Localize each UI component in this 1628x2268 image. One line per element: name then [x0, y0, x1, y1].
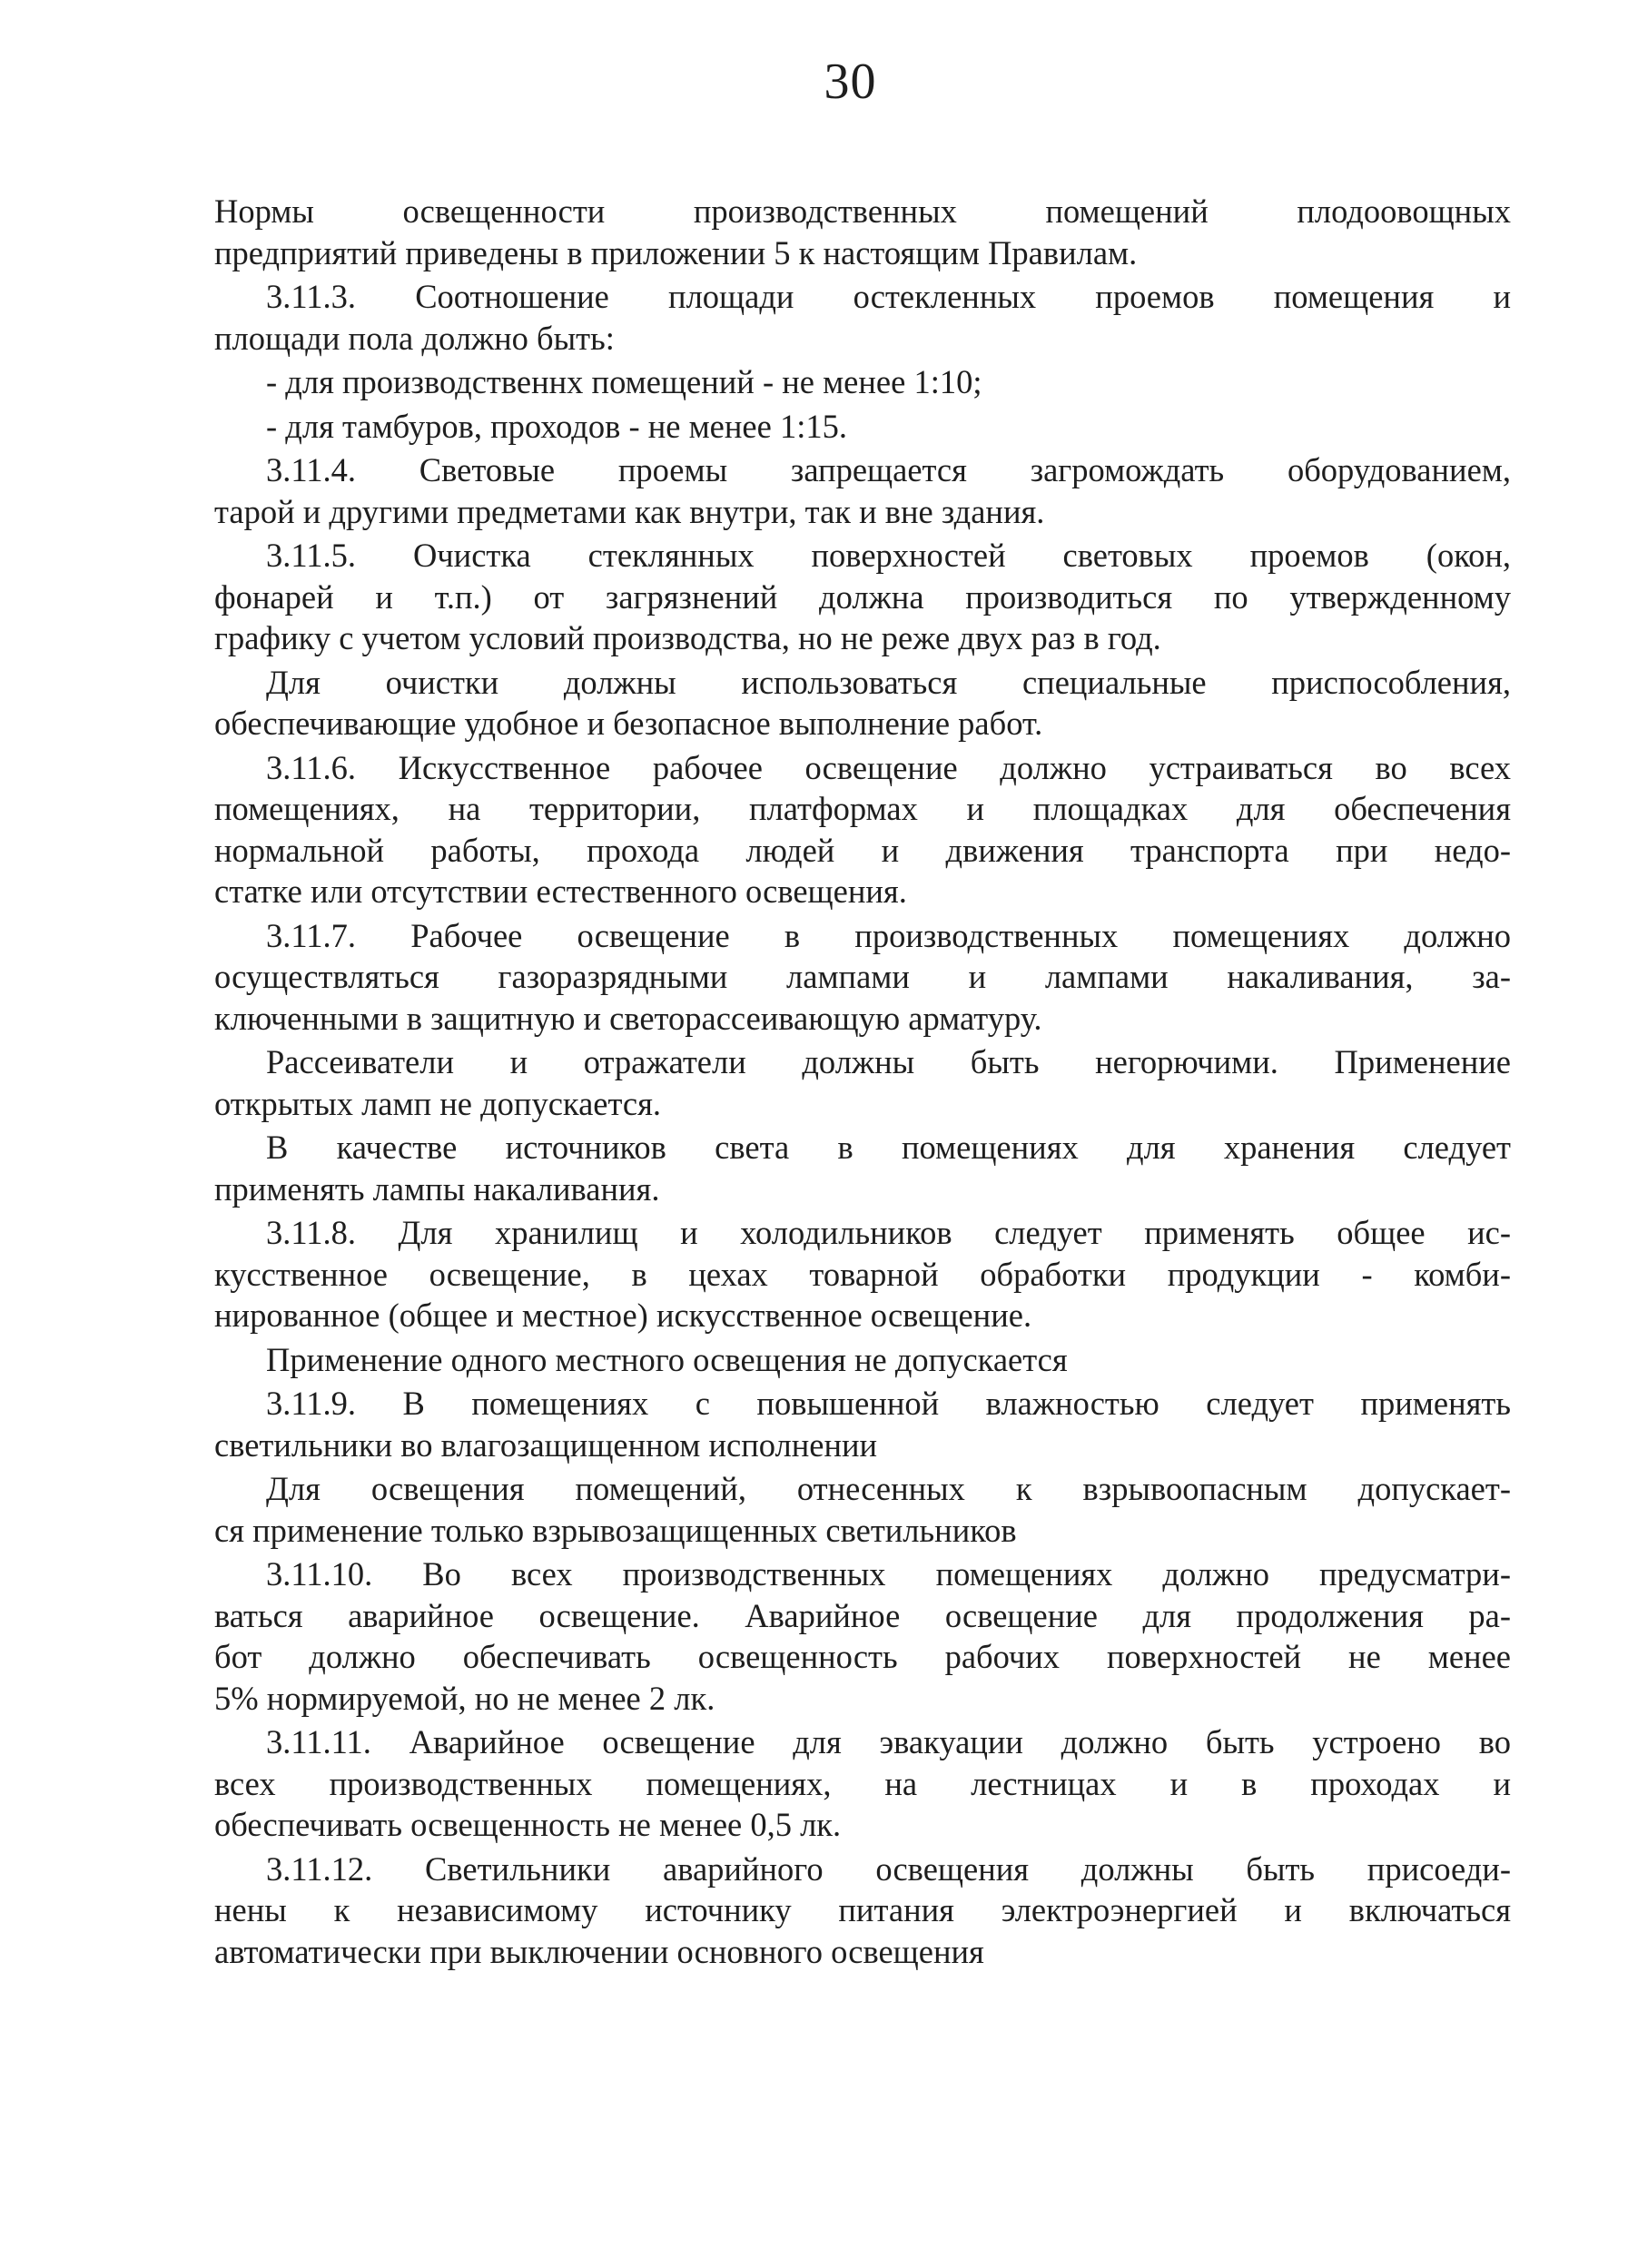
text-line: - для производственнх помещений - не менее 1:10;: [266, 363, 982, 400]
text-line: бот должно обеспечивать освещенность рабочих поверхностей не менее: [214, 1638, 1511, 1675]
paragraph: [214, 191, 1511, 273]
page-number: 30: [824, 54, 877, 110]
text-line: нены к независимому источнику питания электроэнергией и включаться: [214, 1891, 1511, 1928]
text-line: нормальной работы, прохода людей и движения транспорта при недо-: [214, 831, 1511, 869]
text-line: 3.11.5. Очистка стеклянных поверхностей световых проемов (окон,: [266, 537, 1511, 574]
paragraph: [214, 1721, 1511, 1846]
text-line: тарой и другими предметами как внутри, так и вне здания.: [214, 492, 1045, 530]
paragraph: [214, 1339, 1511, 1381]
text-line: 3.11.12. Светильники аварийного освещения должны быть присоеди-: [266, 1849, 1511, 1888]
text-line: 3.11.7. Рабочее освещение в производственных помещениях должно: [266, 916, 1511, 954]
paragraph: [214, 361, 1511, 403]
text-line: автоматически при выключении основного освещения: [214, 1932, 984, 1970]
text-line: применять лампы накаливания.: [214, 1169, 660, 1208]
paragraph: [214, 1127, 1511, 1209]
text-line: Для освещения помещений, отнесенных к взрывоопасным допускает-: [266, 1470, 1511, 1507]
paragraph: [214, 1468, 1511, 1551]
text-line: Для очистки должны использоваться специальные приспособления,: [266, 663, 1511, 701]
document-body: [214, 191, 1511, 1975]
paragraph: [214, 276, 1511, 359]
text-line: статке или отсутствии естественного освещения.: [214, 873, 907, 910]
text-line: - для тамбуров, проходов - не менее 1:15.: [266, 407, 847, 445]
text-line: кусственное освещение, в цехах товарной обработки продукции - комби-: [214, 1255, 1511, 1293]
text-line: всех производственных помещениях, на лестницах и в проходах и: [214, 1764, 1511, 1802]
text-line: ся применение только взрывозащищенных светильников: [214, 1511, 1017, 1549]
text-line: помещениях, на территории, платформах и площадках для обеспечения: [214, 790, 1511, 827]
text-line: Нормы освещенности производственных помещений плодоовощных: [214, 192, 1511, 230]
text-line: обеспечивающие удобное и безопасное выполнение работ.: [214, 705, 1043, 742]
text-line: 3.11.11. Аварийное освещение для эвакуации должно быть устроено во: [266, 1723, 1511, 1760]
text-line: ваться аварийное освещение. Аварийное освещение для продолжения ра-: [214, 1596, 1511, 1634]
text-line: В качестве источников света в помещениях для хранения следует: [266, 1129, 1511, 1166]
text-line: Применение одного местного освещения не допускается: [266, 1340, 1068, 1378]
text-line: открытых ламп не допускается.: [214, 1084, 662, 1122]
text-line: нированное (общее и местное) искусственное освещение.: [214, 1297, 1032, 1334]
paragraph: [214, 535, 1511, 659]
paragraph: [214, 1041, 1511, 1124]
paragraph: [214, 1383, 1511, 1465]
text-line: 5% нормируемой, но не менее 2 лк.: [214, 1679, 715, 1717]
text-line: 3.11.3. Соотношение площади остекленных проемов помещения и: [266, 278, 1511, 315]
text-line: ключенными в защитную и светорассеивающую арматуру.: [214, 999, 1042, 1037]
paragraph: [214, 915, 1511, 1040]
text-line: 3.11.10. Во всех производственных помещениях должно предусматри-: [266, 1555, 1511, 1593]
paragraph: [214, 449, 1511, 532]
text-line: светильники во влагозащищенном исполнении: [214, 1425, 878, 1464]
text-line: предприятий приведены в приложении 5 к настоящим Правилам.: [214, 233, 1138, 271]
paragraph: [214, 1212, 1511, 1336]
paragraph: [214, 747, 1511, 912]
text-line: 3.11.4. Световые проемы запрещается загромождать оборудованием,: [266, 451, 1511, 488]
paragraph: [214, 662, 1511, 744]
text-line: осуществляться газоразрядными лампами и лампами накаливания, за-: [214, 958, 1511, 995]
text-line: Рассеиватели и отражатели должны быть негорючими. Применение: [266, 1043, 1511, 1080]
text-line: фонарей и т.п.) от загрязнений должна производиться по утвержденному: [214, 577, 1511, 616]
paragraph: [214, 406, 1511, 448]
text-line: 3.11.8. Для хранилищ и холодильников следует применять общее ис-: [266, 1214, 1511, 1251]
text-line: 3.11.9. В помещениях с повышенной влажностью следует применять: [266, 1385, 1511, 1422]
text-line: площади пола должно быть:: [214, 319, 615, 357]
paragraph: [214, 1553, 1511, 1719]
text-line: 3.11.6. Искусственное рабочее освещение должно устраиваться во всех: [266, 748, 1511, 786]
text-line: обеспечивать освещенность не менее 0,5 лк.: [214, 1806, 842, 1843]
text-line: графику с учетом условий производства, но не реже двух раз в год.: [214, 619, 1161, 656]
paragraph: [214, 1849, 1511, 1973]
